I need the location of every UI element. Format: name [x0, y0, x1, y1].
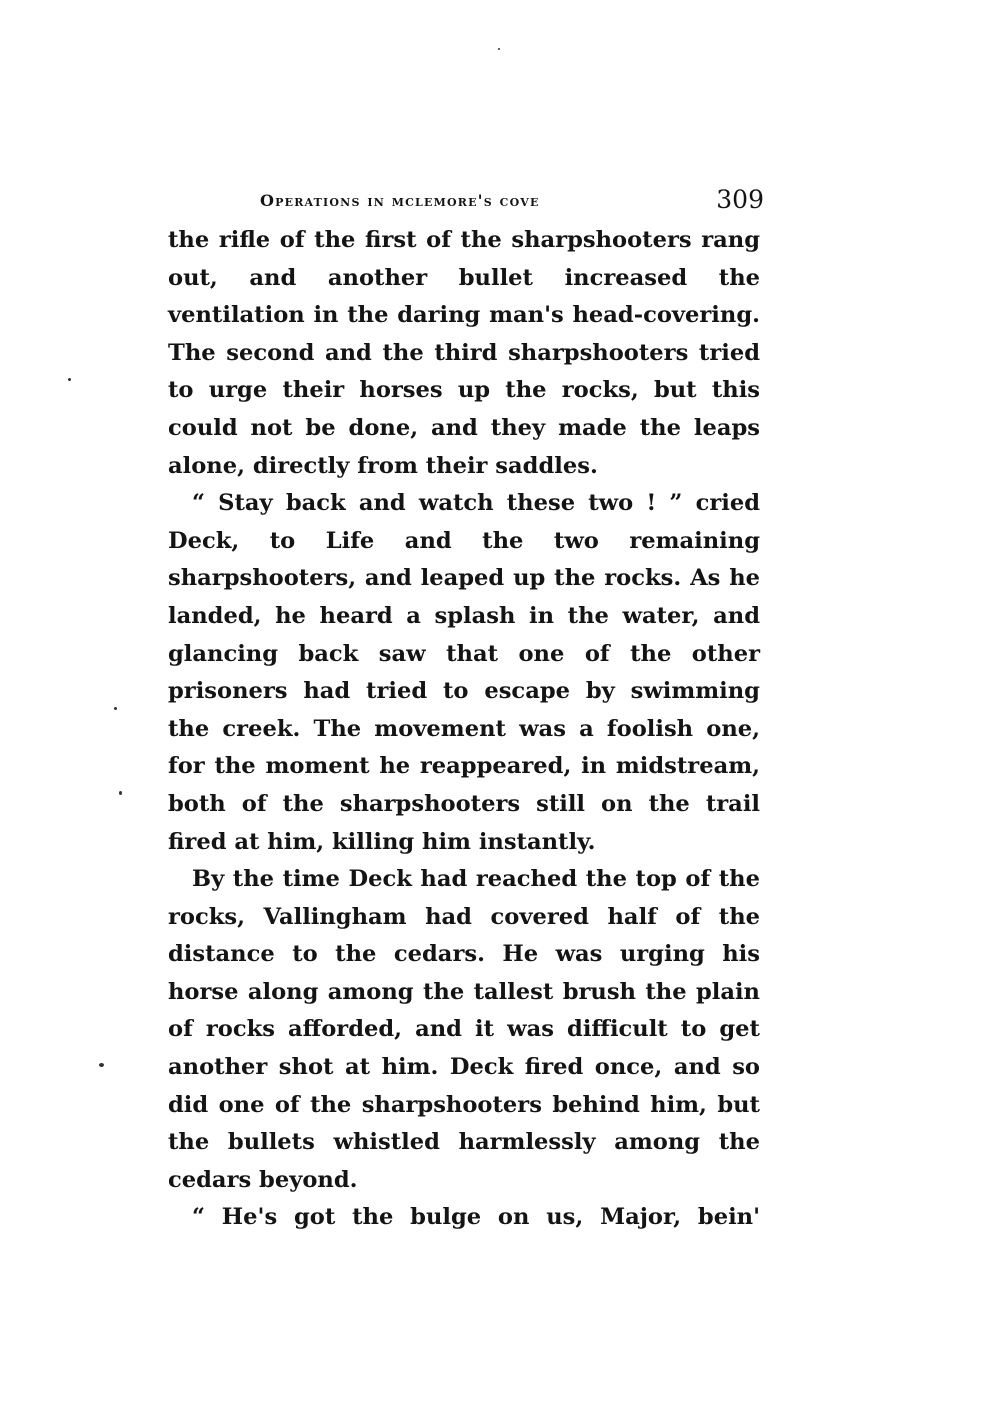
body-text — [168, 222, 760, 1237]
paragraph-3: By the time Deck had reached the top of the rocks, Vallingham had covered half of the distance to the cedars. He was urging his horse along among the tallest brush the plain of rocks afforded, and it was difficult to get another shot at him. Deck fired once, and so did one of the sharpshooters behind him, but the bullets whistled harmlessly among the cedars beyond. — [168, 866, 760, 1193]
page-number: 309 — [716, 185, 764, 214]
scan-speck — [114, 707, 117, 710]
running-title: Operations in mclemore's cove — [260, 191, 540, 210]
paragraph-2: “ Stay back and watch these two ! ” cried Deck, to Life and the two remaining sharpshooters, and leaped up the rocks. As he landed, he heard a splash in the water, and glancing back saw that one of the other prisoners had tried to escape by swimming the creek. The movement was a foolish one, for the moment he reappeared, in midstream, both of the sharpshooters still on the trail fired at him, killing him instantly. — [168, 490, 760, 855]
paragraph-1: the rifle of the first of the sharpshooters rang out, and another bullet increased the ventilation in the daring man's head-covering. The second and the third sharpshooters tried to urge their horses up the rocks, but this could not be done, and they made the leaps alone, directly from their saddles. — [168, 227, 760, 479]
scan-speck — [119, 791, 122, 795]
scan-speck — [99, 1063, 104, 1067]
scan-speck — [498, 48, 500, 50]
scan-speck — [68, 378, 71, 381]
page-header — [168, 183, 764, 223]
paragraph-4: “ He's got the bulge on us, Major, bein' — [192, 1204, 760, 1231]
